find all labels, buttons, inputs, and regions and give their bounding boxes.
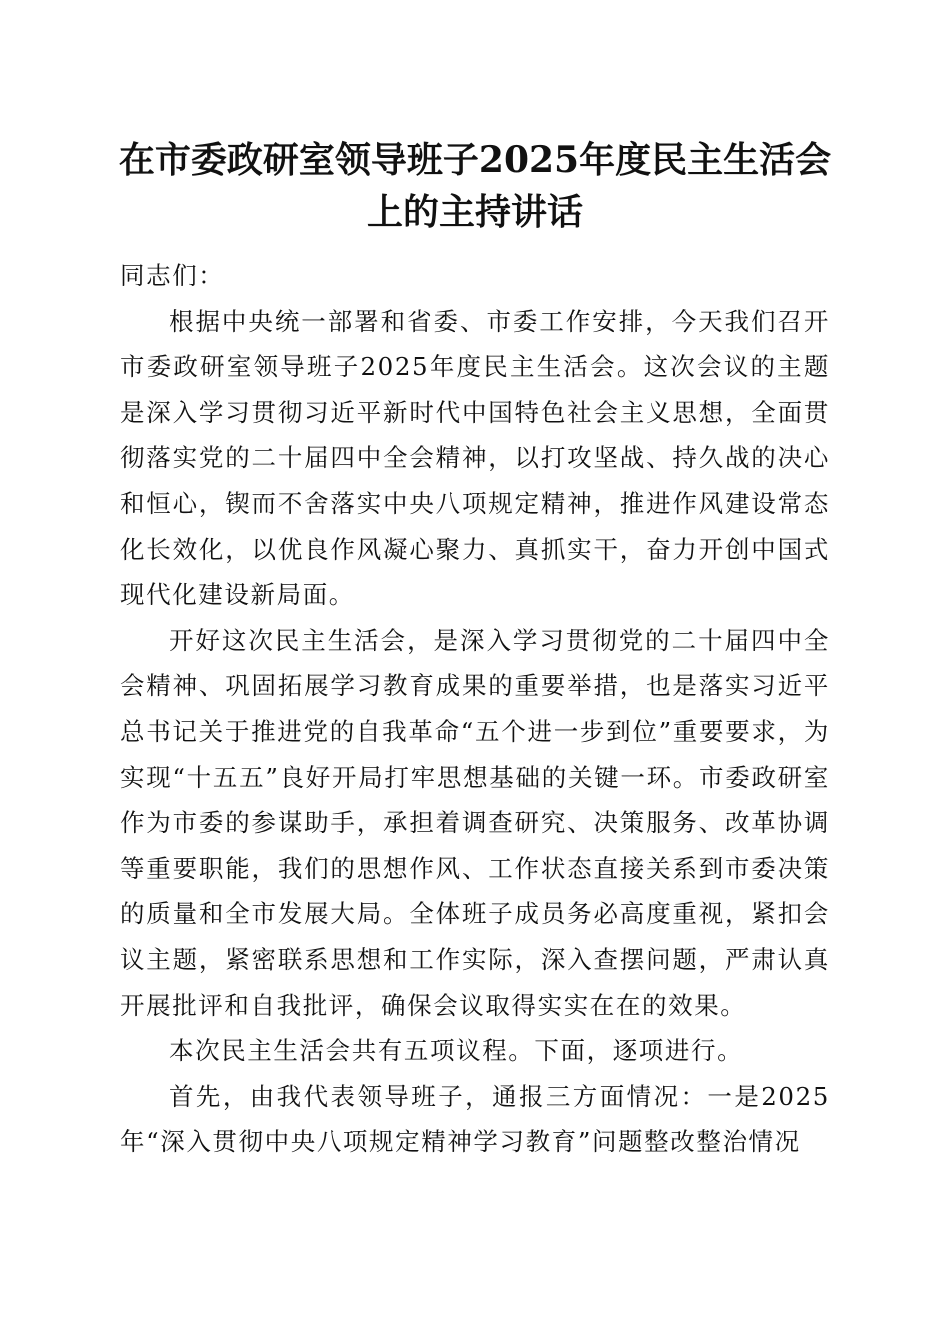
document-title bbox=[110, 134, 840, 238]
salutation: 同志们： bbox=[120, 261, 225, 290]
paragraph: 开好这次民主生活会，是深入学习贯彻党的二十届四中全会精神、巩固拓展学习教育成果的重要举措，也是落实习近平总书记关于推进党的自我革命“五个进一步到位”重要要求，为实现“十五五”良好开局打牢思想基础的关键一环。市委政研室作为市委的参谋助手，承担着调查研究、决策服务、改革协调等重要职能，我们的思想作风、工作状态直接关系到市委决策的质量和全市发展大局。全体班子成员务必高度重视，紧扣会议主题，紧密联系思想和工作实际，深入查摆问题，严肃认真开展批评和自我批评，确保会议取得实实在在的效果。 bbox=[120, 625, 830, 1020]
paragraph: 本次民主生活会共有五项议程。下面，逐项进行。 bbox=[169, 1036, 744, 1066]
paragraph: 根据中央统一部署和省委、市委工作安排，今天我们召开市委政研室领导班子2025年度民主生活会。这次会议的主题是深入学习贯彻习近平新时代中国特色社会主义思想，全面贯彻落实党的二十届四中全会精神，以打攻坚战、持久战的决心和恒心，锲而不舍落实中央八项规定精神，推进作风建设常态化长效化，以优良作风凝心聚力、真抓实干，奋力开创中国式现代化建设新局面。 bbox=[120, 306, 830, 610]
title-line-2: 上的主持讲话 bbox=[366, 191, 583, 233]
title-line-1: 在市委政研室领导班子2025年度民主生活会 bbox=[118, 139, 832, 181]
document-body bbox=[120, 253, 830, 1165]
paragraph: 首先，由我代表领导班子，通报三方面情况：一是2025年“深入贯彻中央八项规定精神学习教育”问题整改整治情况 bbox=[120, 1081, 830, 1157]
